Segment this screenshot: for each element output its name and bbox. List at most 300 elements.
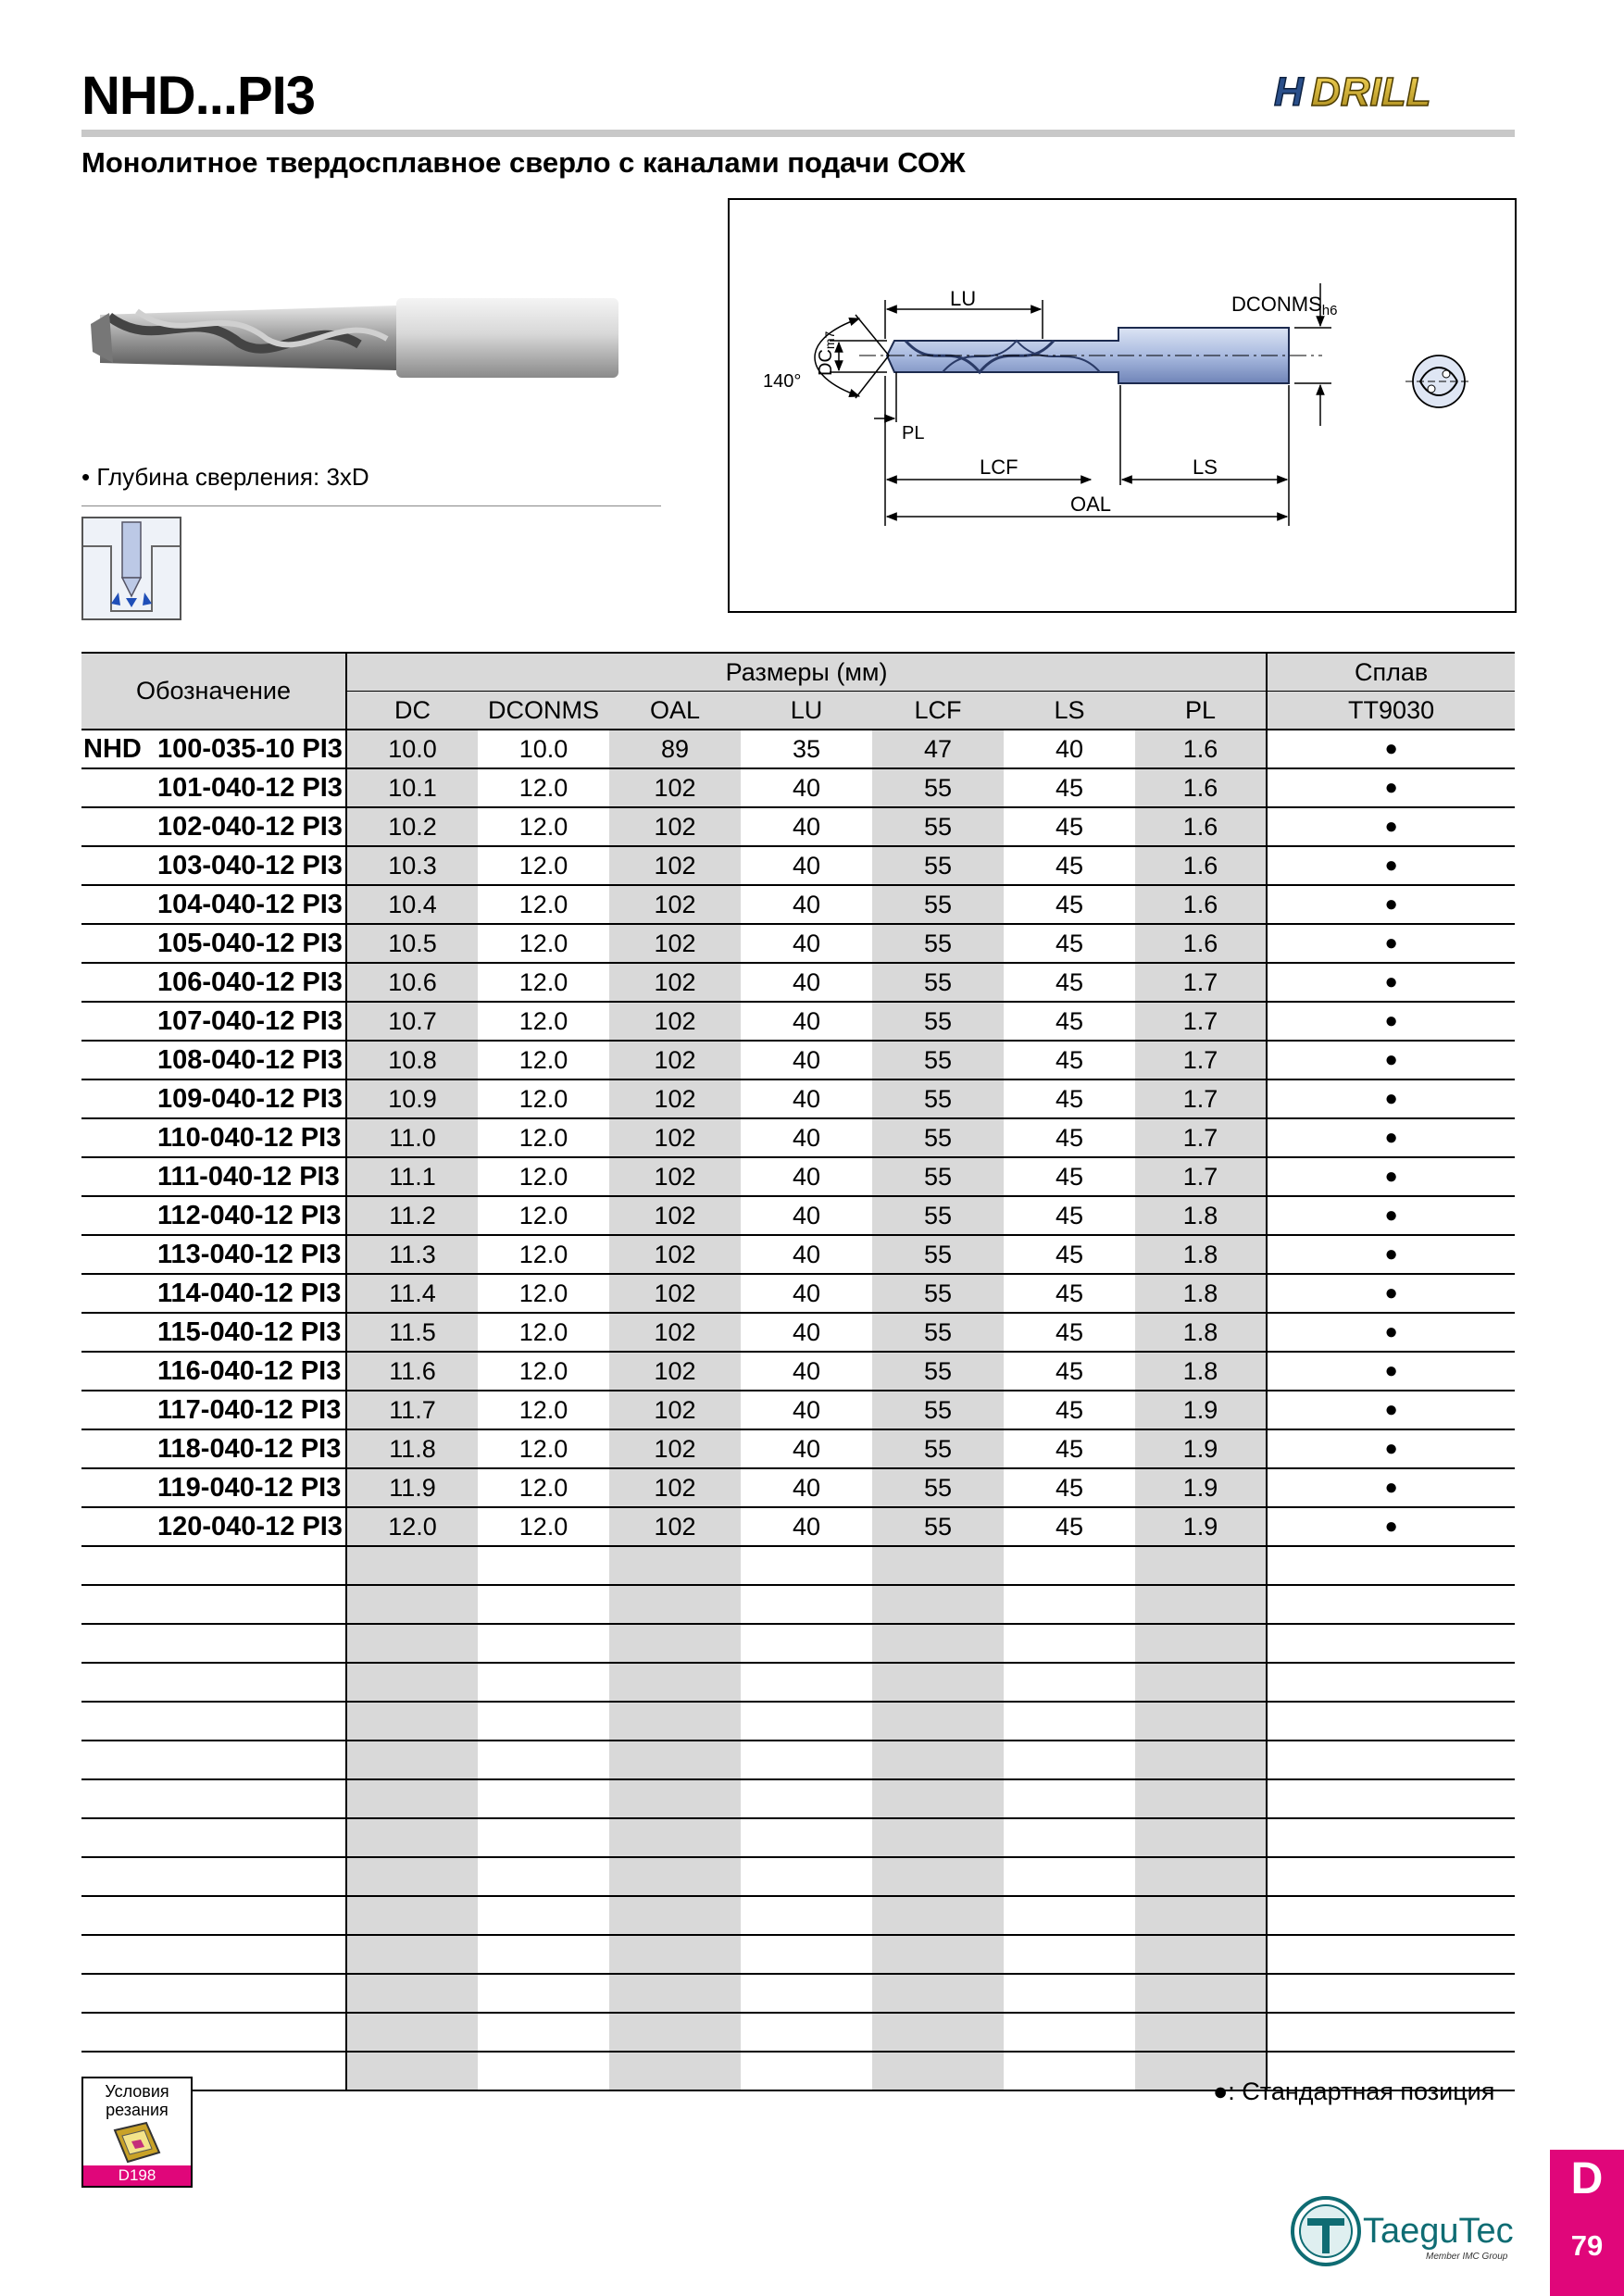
cell-lcf: 55 — [872, 963, 1004, 1002]
cell-oal: 102 — [609, 1196, 741, 1235]
designation-cell — [81, 2013, 346, 2052]
table-row — [81, 1624, 1515, 1663]
cell-ls: 45 — [1004, 1157, 1135, 1196]
dim-label-lu: LU — [950, 287, 977, 310]
cell-dc: 10.6 — [346, 963, 478, 1002]
table-row — [81, 1974, 1515, 2013]
table-body — [81, 730, 1515, 2090]
cell-lcf — [872, 1585, 1004, 1624]
cell-ls: 45 — [1004, 768, 1135, 807]
cell-pl: 1.8 — [1135, 1235, 1267, 1274]
table-row — [81, 1002, 1515, 1041]
table-row — [81, 1468, 1515, 1507]
availability-mark — [1267, 1546, 1515, 1585]
cell-oal: 102 — [609, 885, 741, 924]
cell-dc — [346, 1663, 478, 1702]
availability-mark: ● — [1267, 1507, 1515, 1546]
cell-dc — [346, 1818, 478, 1857]
cell-oal — [609, 1546, 741, 1585]
product-table — [81, 652, 1515, 2091]
cell-ls — [1004, 1896, 1135, 1935]
availability-mark: ● — [1267, 1079, 1515, 1118]
designation-cell — [81, 1274, 346, 1313]
designation-cell — [81, 1974, 346, 2013]
table-row — [81, 1546, 1515, 1585]
cell-dconms — [478, 2052, 609, 2090]
cell-lu: 40 — [741, 807, 872, 846]
cell-lu — [741, 1935, 872, 1974]
availability-mark — [1267, 2013, 1515, 2052]
availability-mark — [1267, 1702, 1515, 1741]
table-row — [81, 846, 1515, 885]
designation-cell — [81, 1079, 346, 1118]
cell-lu: 35 — [741, 730, 872, 768]
cell-lcf: 55 — [872, 1391, 1004, 1429]
designation-header: Обозначение — [81, 653, 346, 730]
cell-oal — [609, 1857, 741, 1896]
cell-dconms: 10.0 — [478, 730, 609, 768]
designation-code: 106-040-12 PI3 — [157, 967, 343, 997]
designation-cell — [81, 807, 346, 846]
drill-photo — [81, 278, 637, 403]
designation-cell — [81, 1779, 346, 1818]
cell-lu: 40 — [741, 1079, 872, 1118]
availability-mark: ● — [1267, 1118, 1515, 1157]
cell-ls — [1004, 1624, 1135, 1663]
designation-code: 101-040-12 PI3 — [157, 772, 343, 803]
availability-mark: ● — [1267, 1468, 1515, 1507]
cell-pl — [1135, 1896, 1267, 1935]
cell-oal — [609, 1702, 741, 1741]
cell-dconms: 12.0 — [478, 1002, 609, 1041]
cell-ls: 45 — [1004, 924, 1135, 963]
table-row — [81, 885, 1515, 924]
designation-cell — [81, 846, 346, 885]
cutting-label-line1: Условия — [105, 2082, 169, 2101]
cell-lu — [741, 1702, 872, 1741]
legend-standard-item: ●: Стандартная позиция — [1213, 2078, 1495, 2105]
cell-dconms — [478, 1779, 609, 1818]
cell-pl — [1135, 2013, 1267, 2052]
designation-cell — [81, 1391, 346, 1429]
table-row — [81, 1313, 1515, 1352]
cell-pl: 1.7 — [1135, 1157, 1267, 1196]
table-row — [81, 1585, 1515, 1624]
cell-dc: 11.1 — [346, 1157, 478, 1196]
cell-ls — [1004, 1546, 1135, 1585]
designation-code: 116-040-12 PI3 — [157, 1355, 342, 1386]
cell-lu: 40 — [741, 768, 872, 807]
dim-label-dconms — [1231, 293, 1337, 318]
cell-pl — [1135, 1702, 1267, 1741]
cell-pl: 1.6 — [1135, 807, 1267, 846]
cell-dconms: 12.0 — [478, 1391, 609, 1429]
cell-oal — [609, 1896, 741, 1935]
cell-ls: 45 — [1004, 1041, 1135, 1079]
cell-dconms: 12.0 — [478, 924, 609, 963]
cutting-conditions-link[interactable] — [81, 2077, 193, 2188]
cell-oal: 102 — [609, 1235, 741, 1274]
designation-code: 114-040-12 PI3 — [157, 1278, 342, 1308]
cell-oal: 102 — [609, 1391, 741, 1429]
title-rule — [81, 130, 1515, 137]
cell-dc: 10.1 — [346, 768, 478, 807]
cell-ls: 45 — [1004, 1507, 1135, 1546]
dim-label-angle: 140° — [763, 371, 802, 392]
designation-cell — [81, 924, 346, 963]
cell-dconms: 12.0 — [478, 768, 609, 807]
cell-lcf — [872, 2013, 1004, 2052]
cell-dc: 11.8 — [346, 1429, 478, 1468]
availability-mark — [1267, 1974, 1515, 2013]
cell-dc — [346, 1546, 478, 1585]
availability-mark: ● — [1267, 846, 1515, 885]
cell-lu — [741, 1779, 872, 1818]
cell-ls — [1004, 1663, 1135, 1702]
cell-dconms: 12.0 — [478, 963, 609, 1002]
availability-mark: ● — [1267, 1352, 1515, 1391]
designation-cell — [81, 1741, 346, 1779]
cell-lcf: 55 — [872, 924, 1004, 963]
cell-dconms: 12.0 — [478, 846, 609, 885]
book-icon — [109, 2121, 165, 2164]
taegutec-logo — [1287, 2185, 1528, 2282]
cell-ls — [1004, 1585, 1135, 1624]
availability-mark — [1267, 1935, 1515, 1974]
cell-lu — [741, 1585, 872, 1624]
cell-lcf: 55 — [872, 1507, 1004, 1546]
designation-cell — [81, 1702, 346, 1741]
cell-oal: 102 — [609, 924, 741, 963]
designation-code: 119-040-12 PI3 — [157, 1472, 342, 1503]
page-title: NHD...PI3 — [81, 66, 316, 126]
cell-pl — [1135, 1974, 1267, 2013]
table-row — [81, 1507, 1515, 1546]
cell-dc — [346, 2052, 478, 2090]
col-header-oal: OAL — [609, 692, 741, 730]
col-header-pl: PL — [1135, 692, 1267, 730]
cell-dconms: 12.0 — [478, 885, 609, 924]
cell-dc — [346, 1702, 478, 1741]
availability-mark — [1267, 1741, 1515, 1779]
designation-code: 111-040-12 PI3 — [157, 1161, 340, 1192]
table-row — [81, 730, 1515, 768]
cell-oal: 102 — [609, 1118, 741, 1157]
cell-ls: 45 — [1004, 1274, 1135, 1313]
cell-pl: 1.7 — [1135, 1079, 1267, 1118]
cell-lu: 40 — [741, 1041, 872, 1079]
designation-cell — [81, 730, 346, 768]
cell-lcf — [872, 1935, 1004, 1974]
logo-text-drill: DRILL — [1311, 69, 1431, 115]
designation-code: 103-040-12 PI3 — [157, 850, 343, 880]
cell-dc — [346, 1779, 478, 1818]
cell-ls: 45 — [1004, 807, 1135, 846]
cell-ls — [1004, 1702, 1135, 1741]
designation-cell — [81, 1585, 346, 1624]
designation-cell — [81, 1468, 346, 1507]
availability-mark — [1267, 1818, 1515, 1857]
cell-oal: 102 — [609, 963, 741, 1002]
table-row — [81, 1429, 1515, 1468]
cell-pl: 1.8 — [1135, 1196, 1267, 1235]
cell-pl: 1.7 — [1135, 1002, 1267, 1041]
logo-text-h: H — [1274, 69, 1304, 115]
cell-dconms: 12.0 — [478, 807, 609, 846]
cell-pl: 1.6 — [1135, 768, 1267, 807]
cell-pl: 1.7 — [1135, 1118, 1267, 1157]
cell-dc: 10.3 — [346, 846, 478, 885]
cell-dc: 11.0 — [346, 1118, 478, 1157]
cell-lcf — [872, 1857, 1004, 1896]
cell-oal — [609, 2052, 741, 2090]
cell-lu: 40 — [741, 924, 872, 963]
table-row — [81, 1935, 1515, 1974]
cell-pl: 1.9 — [1135, 1468, 1267, 1507]
cell-ls — [1004, 1741, 1135, 1779]
cell-pl: 1.7 — [1135, 963, 1267, 1002]
cell-lcf — [872, 1663, 1004, 1702]
dim-label-dc-sub: m7 — [822, 331, 837, 350]
designation-code: 110-040-12 PI3 — [157, 1122, 342, 1153]
cell-ls: 45 — [1004, 1118, 1135, 1157]
technical-drawing — [728, 198, 1517, 613]
cell-oal: 102 — [609, 1157, 741, 1196]
page-subtitle: Монолитное твердосплавное сверло с каналами подачи СОЖ — [81, 146, 966, 179]
designation-cell — [81, 1041, 346, 1079]
cell-oal: 102 — [609, 1468, 741, 1507]
availability-mark: ● — [1267, 1391, 1515, 1429]
table-row — [81, 1896, 1515, 1935]
cell-lcf: 55 — [872, 1118, 1004, 1157]
designation-code: 102-040-12 PI3 — [157, 811, 343, 842]
cell-oal: 102 — [609, 1507, 741, 1546]
cell-oal: 102 — [609, 1079, 741, 1118]
cell-lcf: 55 — [872, 1041, 1004, 1079]
table-row — [81, 1702, 1515, 1741]
cell-lu — [741, 2013, 872, 2052]
cell-pl — [1135, 1663, 1267, 1702]
cell-ls — [1004, 1779, 1135, 1818]
table-row — [81, 2013, 1515, 2052]
cell-lu: 40 — [741, 963, 872, 1002]
cell-lu: 40 — [741, 1157, 872, 1196]
cell-dc — [346, 1741, 478, 1779]
designation-code: 104-040-12 PI3 — [157, 889, 343, 919]
cell-pl — [1135, 1546, 1267, 1585]
cell-lcf — [872, 1779, 1004, 1818]
cell-lu: 40 — [741, 1118, 872, 1157]
brand-name: TaeguTec — [1363, 2212, 1514, 2251]
cell-dconms — [478, 1741, 609, 1779]
designation-cell — [81, 1429, 346, 1468]
cell-pl — [1135, 1935, 1267, 1974]
cell-lcf: 55 — [872, 807, 1004, 846]
designation-cell — [81, 1157, 346, 1196]
designation-cell — [81, 1818, 346, 1857]
cell-pl: 1.6 — [1135, 885, 1267, 924]
section-letter: D — [1570, 2154, 1604, 2203]
cell-pl: 1.7 — [1135, 1041, 1267, 1079]
availability-mark: ● — [1267, 963, 1515, 1002]
designation-cell — [81, 885, 346, 924]
cell-ls: 45 — [1004, 1313, 1135, 1352]
cell-dconms — [478, 1935, 609, 1974]
cell-oal: 102 — [609, 807, 741, 846]
availability-mark: ● — [1267, 1196, 1515, 1235]
cell-pl: 1.9 — [1135, 1429, 1267, 1468]
cell-dc: 11.4 — [346, 1274, 478, 1313]
cell-pl — [1135, 1624, 1267, 1663]
designation-cell — [81, 1546, 346, 1585]
cell-dconms: 12.0 — [478, 1468, 609, 1507]
cell-oal — [609, 1741, 741, 1779]
drilling-depth-text: • Глубина сверления: 3xD — [81, 463, 369, 491]
designation-cell — [81, 1002, 346, 1041]
cell-lcf — [872, 1818, 1004, 1857]
cell-lcf: 55 — [872, 885, 1004, 924]
availability-mark — [1267, 1857, 1515, 1896]
table-row — [81, 1157, 1515, 1196]
cell-oal: 89 — [609, 730, 741, 768]
cell-dc — [346, 1935, 478, 1974]
availability-mark: ● — [1267, 1429, 1515, 1468]
designation-cell — [81, 1313, 346, 1352]
col-header-ls: LS — [1004, 692, 1135, 730]
cell-dconms: 12.0 — [478, 1196, 609, 1235]
hdrill-logo — [1268, 65, 1518, 125]
availability-mark: ● — [1267, 1235, 1515, 1274]
availability-mark — [1267, 1585, 1515, 1624]
cell-dc: 12.0 — [346, 1507, 478, 1546]
designation-cell — [81, 1624, 346, 1663]
cell-lu: 40 — [741, 1313, 872, 1352]
cell-dconms — [478, 1974, 609, 2013]
availability-mark — [1267, 1896, 1515, 1935]
designation-cell — [81, 1196, 346, 1235]
cell-dc: 11.6 — [346, 1352, 478, 1391]
cell-lcf: 55 — [872, 1002, 1004, 1041]
dim-label-oal: OAL — [1070, 493, 1112, 516]
cell-pl — [1135, 1857, 1267, 1896]
cell-dc: 10.9 — [346, 1079, 478, 1118]
cell-dconms — [478, 1818, 609, 1857]
cell-lu: 40 — [741, 1507, 872, 1546]
cell-dc: 11.5 — [346, 1313, 478, 1352]
designation-cell — [81, 1857, 346, 1896]
cell-ls: 45 — [1004, 1468, 1135, 1507]
table-row — [81, 1274, 1515, 1313]
cell-ls — [1004, 1818, 1135, 1857]
table-row — [81, 1041, 1515, 1079]
table-row — [81, 768, 1515, 807]
cell-dconms — [478, 1546, 609, 1585]
cell-lcf: 55 — [872, 1429, 1004, 1468]
cell-lcf: 55 — [872, 1235, 1004, 1274]
cell-oal — [609, 2013, 741, 2052]
dimensions-header: Размеры (мм) — [346, 653, 1267, 692]
designation-prefix: NHD — [83, 733, 142, 764]
availability-mark: ● — [1267, 730, 1515, 768]
cell-ls: 45 — [1004, 963, 1135, 1002]
cell-lcf: 55 — [872, 768, 1004, 807]
page-number: 79 — [1570, 2229, 1604, 2262]
cell-oal: 102 — [609, 1313, 741, 1352]
cell-pl — [1135, 1741, 1267, 1779]
cell-oal — [609, 1779, 741, 1818]
cell-pl: 1.8 — [1135, 1352, 1267, 1391]
cell-dconms: 12.0 — [478, 1235, 609, 1274]
cell-lcf: 55 — [872, 846, 1004, 885]
cell-pl: 1.6 — [1135, 730, 1267, 768]
cell-pl: 1.9 — [1135, 1391, 1267, 1429]
cell-dc: 10.7 — [346, 1002, 478, 1041]
cell-dconms — [478, 1702, 609, 1741]
availability-mark: ● — [1267, 1041, 1515, 1079]
cell-lcf: 55 — [872, 1196, 1004, 1235]
cutting-conditions-label — [83, 2082, 191, 2119]
availability-mark: ● — [1267, 1157, 1515, 1196]
brand-tagline: Member IMC Group — [1426, 2252, 1508, 2262]
cell-dconms — [478, 2013, 609, 2052]
cell-ls — [1004, 1935, 1135, 1974]
cell-lu: 40 — [741, 1468, 872, 1507]
cell-ls: 45 — [1004, 846, 1135, 885]
designation-code: 112-040-12 PI3 — [157, 1200, 342, 1230]
availability-mark — [1267, 1624, 1515, 1663]
cell-ls — [1004, 1974, 1135, 2013]
cell-oal — [609, 1624, 741, 1663]
cell-lu — [741, 1624, 872, 1663]
table-row — [81, 1079, 1515, 1118]
cell-lu — [741, 1857, 872, 1896]
cell-dc — [346, 1585, 478, 1624]
cell-lcf: 55 — [872, 1352, 1004, 1391]
cell-dconms: 12.0 — [478, 1507, 609, 1546]
cell-oal: 102 — [609, 1041, 741, 1079]
designation-code: 120-040-12 PI3 — [157, 1511, 343, 1541]
cell-oal: 102 — [609, 846, 741, 885]
cell-ls: 45 — [1004, 1196, 1135, 1235]
availability-mark: ● — [1267, 885, 1515, 924]
cell-lcf — [872, 1896, 1004, 1935]
cell-lu — [741, 1896, 872, 1935]
cell-ls: 45 — [1004, 1079, 1135, 1118]
cell-dconms: 12.0 — [478, 1352, 609, 1391]
cell-dc: 11.7 — [346, 1391, 478, 1429]
availability-mark: ● — [1267, 807, 1515, 846]
dim-label-lcf: LCF — [980, 455, 1018, 479]
cell-ls — [1004, 2052, 1135, 2090]
availability-mark — [1267, 1779, 1515, 1818]
col-header-lu: LU — [741, 692, 872, 730]
cell-ls: 45 — [1004, 1002, 1135, 1041]
designation-code: 118-040-12 PI3 — [157, 1433, 342, 1464]
cell-dc: 10.8 — [346, 1041, 478, 1079]
designation-cell — [81, 1235, 346, 1274]
cell-ls: 45 — [1004, 1352, 1135, 1391]
designation-code: 109-040-12 PI3 — [157, 1083, 343, 1114]
cell-oal — [609, 1663, 741, 1702]
table-row — [81, 1779, 1515, 1818]
designation-code: 117-040-12 PI3 — [157, 1394, 342, 1425]
cell-ls: 45 — [1004, 885, 1135, 924]
cell-lcf — [872, 1741, 1004, 1779]
cell-lu — [741, 1663, 872, 1702]
table-row — [81, 963, 1515, 1002]
cell-lcf — [872, 1624, 1004, 1663]
cell-lu: 40 — [741, 1196, 872, 1235]
